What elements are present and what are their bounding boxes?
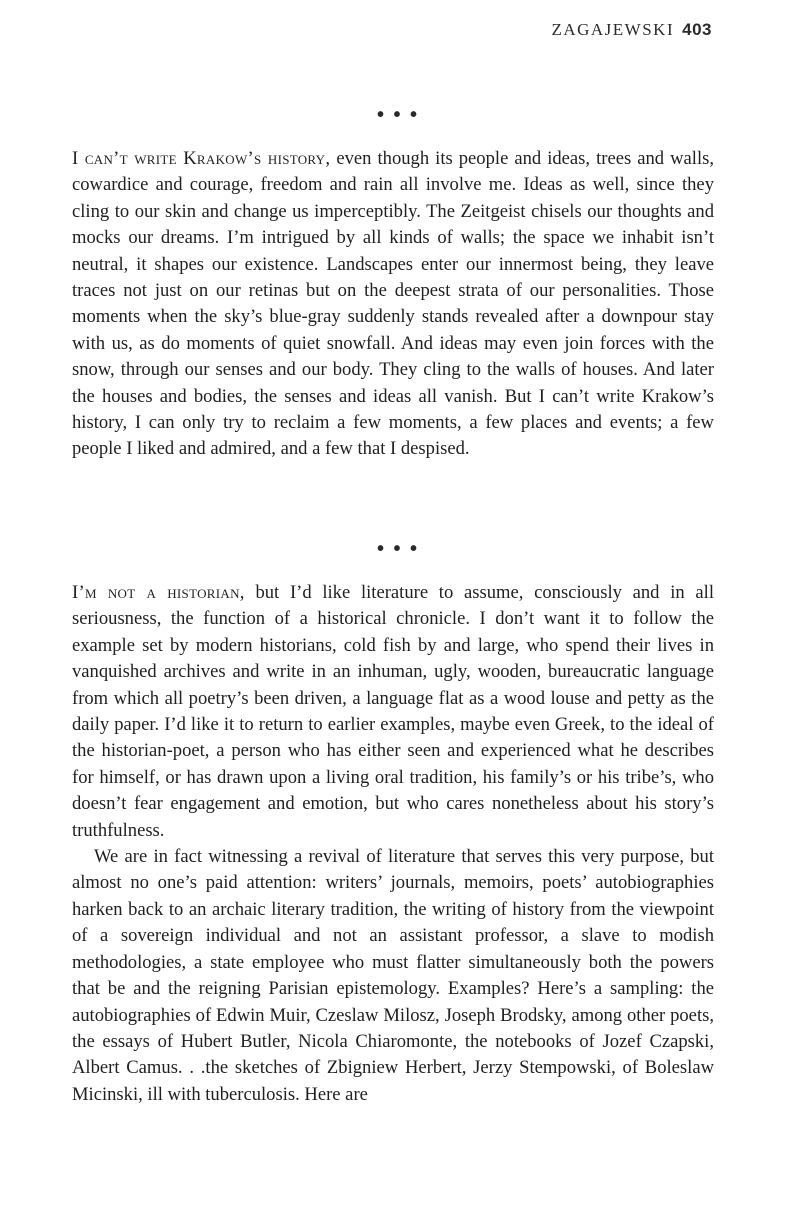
paragraph-lead-in: I can’t write Krakow’s history, [72,148,331,169]
paragraph [72,146,714,463]
running-head-author: ZAGAJEWSKI [551,20,675,39]
paragraph-lead-in: I’m not a historian, [72,582,245,603]
section-1 [72,146,714,463]
section-separator: • • • [376,104,420,126]
page-number: 403 [682,20,712,39]
paragraph-text: even though its people and ideas, trees and walls, cowardice and courage, freedom and rain all involve me. Ideas as well, since they cling to our skin and change us imperceptibly. The Zeitgeist chisels our thoughts and mocks our dreams. I’m intrigued by all kinds of walls; the space we inhabit isn’t neutral, it shapes our existence. Landscapes enter our innermost being, they leave traces not just on our retinas but on the deepest strata of our personalities. Those moments when the sky’s blue-gray suddenly stands revealed after a downpour stay with us, as do moments of quiet snowfall. And ideas may even join forces with the snow, through our senses and our body. They cling to the walls of houses. And later the houses and bodies, the senses and ideas all vanish. But I can’t write Krakow’s history, I can only try to reclaim a few moments, a few places and events; a few people I liked and admired, and a few that I despised. [72,148,714,460]
paragraph [72,580,714,844]
paragraph: We are in fact witnessing a revival of literature that serves this very purpose, but almost no one’s paid attention: writers’ journals, memoirs, poets’ autobiographies harken back to an archaic literary tradition, the writing of history from the viewpoint of a sovereign individual and not an assistant professor, a slave to modish methodologies, a state employee who must flatter simultaneously both the powers that be and the reigning Parisian epistemology. Examples? Here’s a sampling: the autobiographies of Edwin Muir, Czeslaw Milosz, Joseph Brodsky, among other poets, the essays of Hubert Butler, Nicola Chiaromonte, the notebooks of Jozef Czapski, Albert Camus. . .the sketches of Zbigniew Herbert, Jerzy Stempowski, of Boleslaw Micinski, ill with tuberculosis. Here are [72,846,714,1105]
section-separator: • • • [376,538,420,560]
section-2 [72,580,714,1108]
paragraph-text: but I’d like literature to assume, consciously and in all seriousness, the function of a historical chronicle. I don’t want it to follow the example set by modern historians, cold fish by and large, who spend their lives in vanquished archives and write in an inhuman, ugly, wooden, bureaucratic language from which all poetry’s been driven, a language flat as a wood louse and petty as the daily paper. I’d like it to return to earlier examples, maybe even Greek, to the ideal of the historian-poet, a person who has either seen and experienced what he describes for himself, or has drawn upon a living oral tradition, his family’s or his tribe’s, who doesn’t fear engagement and emotion, but who cares nonetheless about his story’s truthfulness. [72,582,714,841]
running-head [551,20,712,40]
